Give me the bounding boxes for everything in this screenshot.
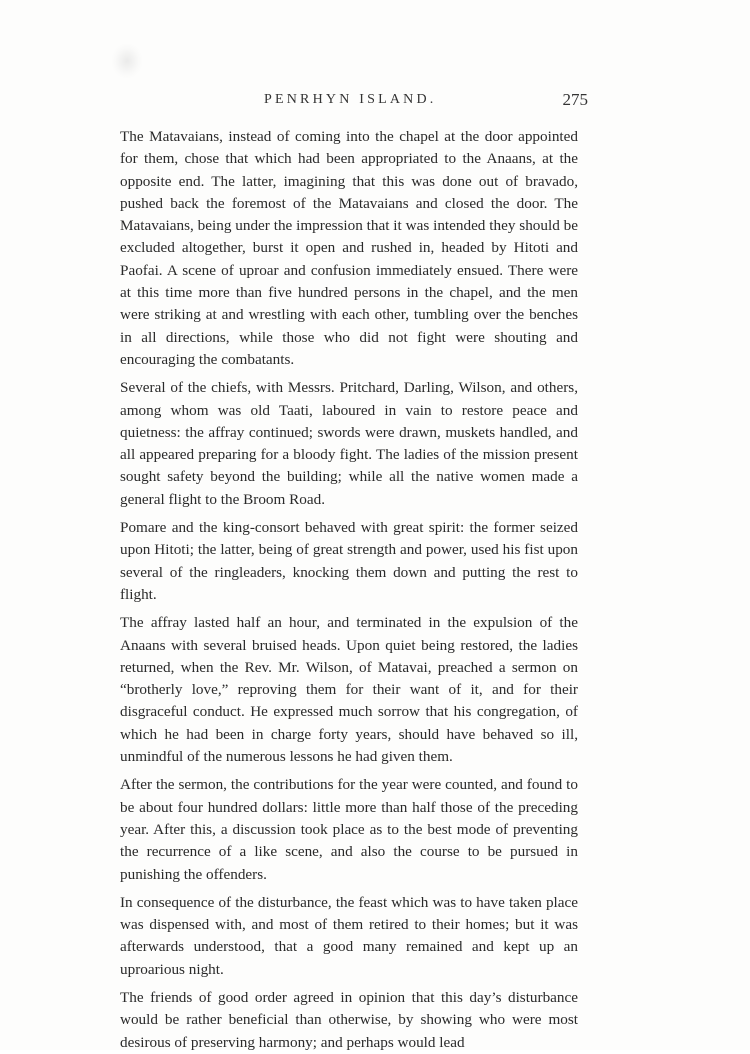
paragraph: The friends of good order agreed in opinion that this day’s disturbance would be rather beneficial than otherwise, by showing who were most desirous of preserving harmony; and perhaps would lead <box>120 988 578 1051</box>
paragraph: The Matavaians, instead of coming into the chapel at the door appointed for them, chose that which had been appropriated to the Anaans, at the opposite end. The latter, imagining that this was done out of bravado, pushed back the foremost of the Matavaians and closed the door. The Matavaians, being under the impression that it was intended they should be excluded altogether, burst it open and rushed in, headed by Hitoti and Paofai. A scene of uproar and confusion immediately ensued. There were at this time more than five hundred persons in the chapel, and the men were striking at and wrestling with each other, tumbling over the benches in all directions, while those who did not fight were shouting and encouraging the combatants. <box>120 128 578 368</box>
page-number: 275 <box>562 90 588 109</box>
running-title: PENRHYN ISLAND. <box>264 92 437 107</box>
paragraph: The affray lasted half an hour, and terminated in the expulsion of the Anaans with several bruised heads. Upon quiet being restored, the ladies returned, when the Rev. Mr. Wilson, of Matavai, preached a sermon on “brotherly love,” reproving them for their want of it, and for their disgraceful conduct. He expressed much sorrow that his congregation, of which he had been in charge forty years, should have behaved so ill, unmindful of the numerous lessons he had given them. <box>120 614 578 766</box>
paper-stain <box>112 44 142 78</box>
paragraph: Pomare and the king-consort behaved with great spirit: the former seized upon Hitoti; the latter, being of great strength and power, used his fist upon several of the ringleaders, knocking them down and putting the rest to flight. <box>120 519 578 603</box>
paragraph: Several of the chiefs, with Messrs. Pritchard, Darling, Wilson, and others, among whom was old Taati, laboured in vain to restore peace and quietness: the affray continued; swords were drawn, muskets handled, and all appeared preparing for a bloody fight. The ladies of the mission present sought safety beyond the building; while all the native women made a general flight to the Broom Road. <box>120 379 578 508</box>
paragraph: In consequence of the disturbance, the feast which was to have taken place was dispensed with, and most of them retired to their homes; but it was afterwards understood, that a good many remained and kept up an uproarious night. <box>120 893 578 978</box>
paragraph: After the sermon, the contributions for the year were counted, and found to be about four hundred dollars: little more than half those of the preceding year. After this, a discussion took place as to the best mode of preventing the recurrence of a like scene, and also the course to be pursued in punishing the offenders. <box>120 776 578 883</box>
running-head <box>120 92 588 116</box>
body-text <box>120 126 578 1054</box>
